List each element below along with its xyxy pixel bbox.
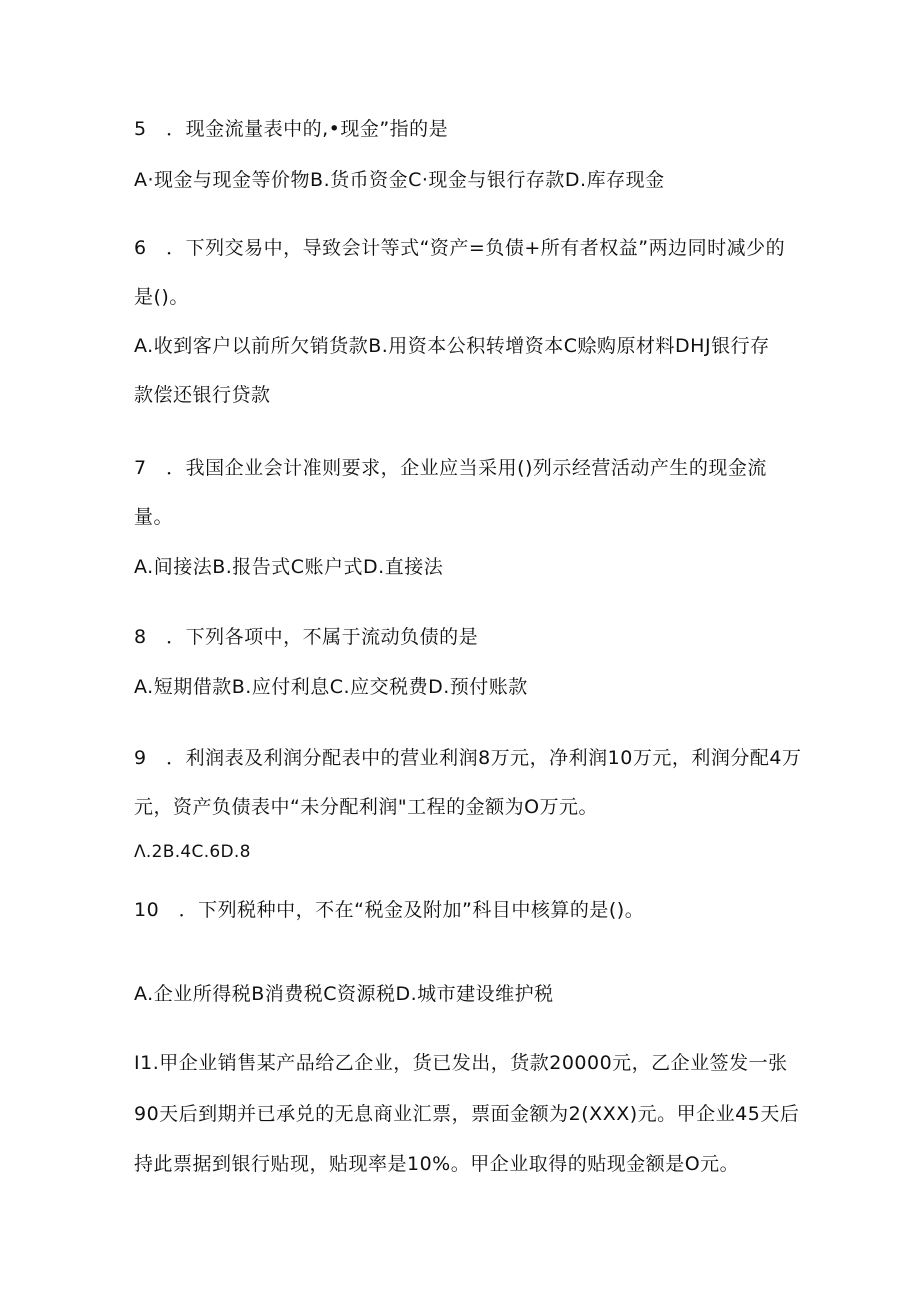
question-5-text-line-1: 5 ．现金流量表中的,•现金”指的是: [134, 118, 449, 140]
question-6-text-line-1: 6 ．下列交易中，导致会计等式“资产=负债+所有者权益”两边同时减少的: [134, 237, 786, 259]
question-5-options: A·现金与现金等价物B.货币资金C·现金与银行存款D.库存现金: [134, 169, 665, 191]
question-7-text-line-2: 量。: [134, 506, 174, 528]
question-8-options: A.短期借款B.应付利息C.应交税费D.预付账款: [134, 676, 528, 698]
question-6-options-line-2: 款偿还银行贷款: [134, 384, 271, 406]
question-6-text-line-2: 是()。: [134, 286, 189, 308]
question-7-text-line-1: 7 ．我国企业会计准则要求，企业应当采用()列示经营活动产生的现金流: [134, 457, 767, 479]
question-9-options: Λ.2B.4C.6D.8: [134, 842, 251, 862]
question-8-text-line-1: 8 ．下列各项中，不属于流动负债的是: [134, 626, 479, 648]
question-7-options: A.间接法B.报告式C账户式D.直接法: [134, 556, 444, 578]
question-11-text-line-3: 持此票据到银行贴现，贴现率是10%。甲企业取得的贴现金额是O元。: [134, 1153, 740, 1175]
question-11-text-line-2: 90天后到期并已承兑的无息商业汇票，票面金额为2(XXX)元。甲企业45天后: [134, 1103, 800, 1125]
question-11-text-line-1: I1.甲企业销售某产品给乙企业，货已发出，货款20000元，乙企业签发一张: [134, 1052, 788, 1074]
question-6-options-line-1: A.收到客户以前所欠销货款B.用资本公积转增资本C赊购原材料DHJ银行存: [134, 335, 770, 357]
question-10-options: A.企业所得税B消费税C资源税D.城市建设维护税: [134, 983, 554, 1005]
question-10-text-line-1: 10 ．下列税种中，不在“税金及附加”科目中核算的是()。: [134, 899, 645, 921]
question-9-text-line-1: 9 ．利润表及利润分配表中的营业利润8万元，净利润10万元，利润分配4万: [134, 747, 802, 769]
question-9-text-line-2: 元，资产负债表中“未分配利润"工程的金额为O万元。: [134, 796, 599, 818]
